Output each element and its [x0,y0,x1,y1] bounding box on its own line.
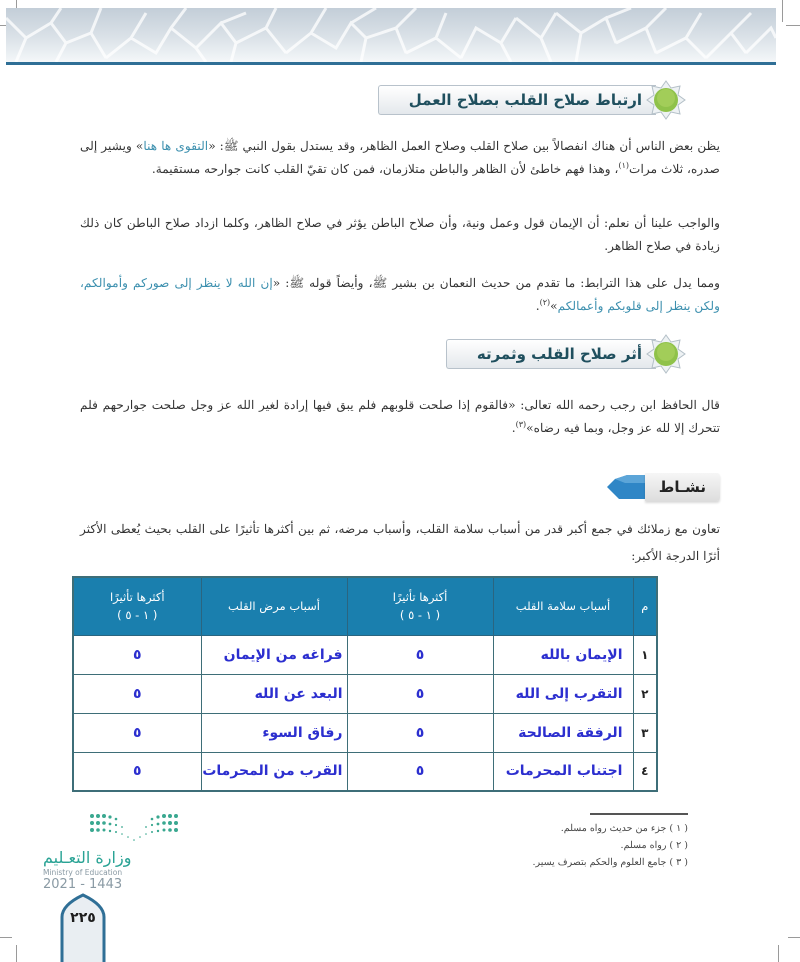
cell-impact-1[interactable]: ٥ [347,635,493,674]
cell-soundness-cause[interactable]: اجتناب المحرمات [493,752,633,791]
causes-table [72,576,658,792]
paragraph [80,135,720,181]
activity-badge [605,472,720,502]
ministry-name-english: Ministry of Education [43,868,123,877]
footnote-item: ( ١ ) جزء من حديث رواه مسلم. [560,823,688,834]
crop-mark [16,945,17,962]
paragraph-text: يظن بعض الناس أن هناك انفصالاً بين صلاح القلب وصلاح العمل الظاهر، وقد يستدل بقول النبي ﷺ: « [208,139,721,153]
footnotes [532,820,688,871]
crop-mark [778,945,779,962]
paragraph-text: قال الحافظ ابن رجب رحمه الله تعالى: «فالقوم إذا صلحت قلوبهم فلم يبق فيها إرادة لغير الله عز وجل صلحت جوارحهم فلم تتحرك إلا لله عز وجل، وبما فيه رضاه» [80,398,720,435]
cell-impact-2[interactable]: ٥ [73,752,201,791]
cell-disease-cause[interactable]: فراغه من الإيمان [201,635,347,674]
arrow-tab-icon [605,473,645,501]
cell-soundness-cause[interactable]: التقرب إلى الله [493,674,633,713]
header-impact-range: ( ١ - ٥ ) [399,608,441,623]
cell-disease-cause[interactable]: القرب من المحرمات [201,752,347,791]
footnote-ref[interactable]: (٣) [515,419,527,429]
crop-mark [788,937,800,938]
footnote-item: ( ٣ ) جامع العلوم والحكم بتصرف يسير. [532,857,688,868]
cell-disease-cause[interactable]: رفاق السوء [201,713,347,752]
paragraph-text: تعاون مع زملائك في جمع أكبر قدر من أسباب سلامة القلب، وأسباب مرضه، ثم بين أكثرها تأثيرًا على القلب بحيث يُعطى الأكثر أثرًا الدرجة الأكبر: [80,522,720,563]
table-row [73,713,657,752]
cell-index[interactable]: ٣ [633,713,657,752]
octagram-icon [646,334,686,374]
cell-soundness-cause[interactable]: الرفقة الصالحة [493,713,633,752]
cell-impact-2[interactable]: ٥ [73,713,201,752]
section-title: ارتباط صلاح القلب بصلاح العمل [378,85,656,115]
header-index: م [633,577,657,635]
paragraph-text: ومما يدل على هذا الترابط: ما تقدم من حديث النعمان بن بشير ﷺ، وأيضاً قوله ﷺ: « [272,276,720,290]
edition-year: 2021 - 1443 [43,877,123,892]
cell-impact-1[interactable]: ٥ [347,674,493,713]
cell-index[interactable]: ٤ [633,752,657,791]
paragraph-text: » [550,299,558,313]
geometric-pattern [6,8,776,62]
hadith-quote: التقوى ها هنا [143,139,209,153]
activity-label: نشـاط [645,473,720,501]
footnote-ref[interactable]: (٢) [539,297,551,307]
header-pattern-band [6,8,776,62]
footnote-divider [590,813,688,815]
cell-index[interactable]: ٢ [633,674,657,713]
section-title-badge [446,337,686,371]
footnote-item: ( ٢ ) رواه مسلم. [620,840,688,851]
activity-instructions [80,516,720,570]
cell-impact-2[interactable]: ٥ [73,635,201,674]
header-impact-label: أكثرها تأثيرًا [109,590,165,605]
page-number-tab [60,893,106,962]
crop-mark [782,0,783,22]
paragraph-text: ، وهذا فهم خاطئ لأن الظاهر والباطن متلازمان، فمن كان تقيّ القلب كانت جوارحه مستقيمة. [151,162,619,176]
table-row [73,752,657,791]
header-rule [6,62,776,65]
ministry-logo-dots [88,812,180,844]
table-header-row [73,577,657,635]
header-impact-label: أكثرها تأثيرًا [392,590,448,605]
paragraph-text: . [535,299,540,313]
cell-disease-cause[interactable]: البعد عن الله [201,674,347,713]
paragraph [80,212,720,258]
cell-impact-2[interactable]: ٥ [73,674,201,713]
cell-impact-1[interactable]: ٥ [347,752,493,791]
crop-mark [786,25,800,26]
paragraph-text: » ويشير إلى صدره، ثلاث مرات [80,139,720,176]
octagram-icon [646,80,686,120]
header-soundness: أسباب سلامة القلب [493,577,633,635]
paragraph [80,394,720,440]
cell-index[interactable]: ١ [633,635,657,674]
hadith-quote: إن الله لا ينظر إلى صوركم وأموالكم، ولكن ينظر إلى قلوبكم وأعمالكم [80,276,720,313]
cell-soundness-cause[interactable]: الإيمان بالله [493,635,633,674]
section-title-badge [378,83,686,117]
ministry-name-arabic: وزارة التعـليم [43,848,132,867]
paragraph-text: . [511,421,516,435]
paragraph-text: والواجب علينا أن نعلم: أن الإيمان قول وعمل ونية، وأن صلاح الباطن يؤثر في صلاح الظاهر، وكلما ازداد صلاح الباطن كان ذلك زيادة في صلاح الظاهر. [80,216,720,253]
header-disease: أسباب مرض القلب [201,577,347,635]
header-impact-1 [347,577,493,635]
header-impact-2 [73,577,201,635]
crop-mark [0,937,12,938]
paragraph [80,272,720,318]
cell-impact-1[interactable]: ٥ [347,713,493,752]
page-number: ٢٢٥ [70,910,96,926]
footnote-ref[interactable]: (١) [618,160,630,170]
section-title: أثر صلاح القلب وثمرته [446,339,656,369]
table-row [73,635,657,674]
header-impact-range: ( ١ - ٥ ) [117,608,158,623]
table-row [73,674,657,713]
